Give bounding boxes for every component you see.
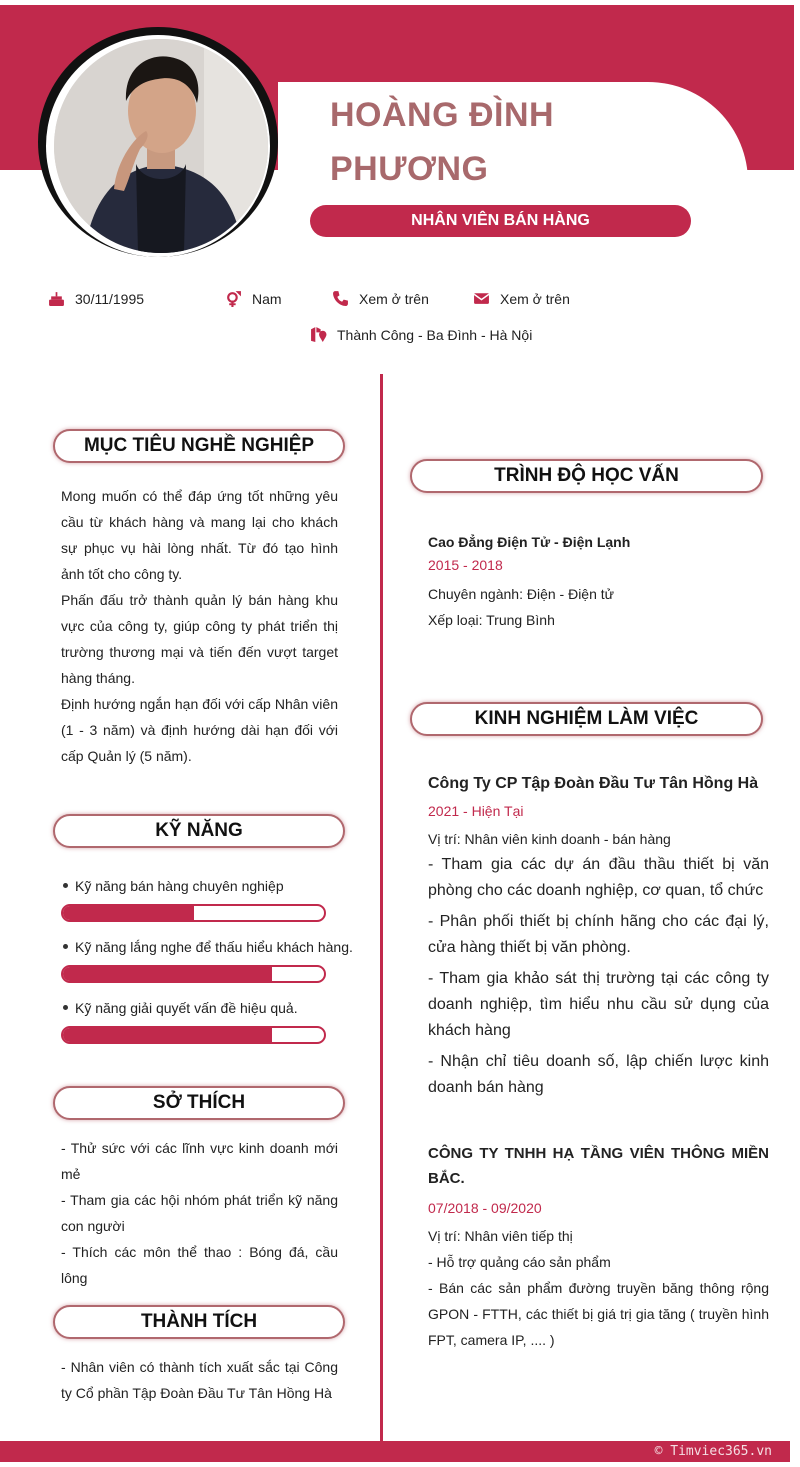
experience-heading: KINH NGHIỆM LÀM VIỆC (410, 702, 763, 736)
job-duty: - Nhận chỉ tiêu doanh số, lập chiến lược kinh doanh bán hàng (428, 1053, 769, 1096)
job-company: CÔNG TY TNHH HẠ TẦNG VIÊN THÔNG MIỀN BẮC. (428, 1145, 769, 1187)
job-title: NHÂN VIÊN BÁN HÀNG (310, 205, 691, 237)
footer-watermark: © Timviec365.vn (0, 1441, 790, 1462)
gender-icon (225, 290, 242, 307)
email-value: Xem ở trên (500, 290, 570, 307)
address-info (310, 326, 532, 343)
experience-job (428, 1141, 769, 1353)
education-major: Chuyên ngành: Điện - Điện tử (428, 586, 615, 602)
hobbies-body (61, 1135, 338, 1291)
job-duty: - Tham gia các dự án đầu thầu thiết bị văn phòng cho các doanh nghiệp, cơ quan, tổ chức (428, 856, 769, 899)
job-duty: - Tham gia khảo sát thị trường tại các công ty doanh nghiệp, tìm hiểu nhu cầu sử dụng của khách hàng (428, 970, 769, 1039)
objective-paragraph-2: Phấn đấu trở thành quản lý bán hàng khu vực của công ty, giúp công ty phát triển thị trường thương mại và tiến đến vượt target hàng tháng. (61, 592, 338, 686)
skill-label: Kỹ năng lắng nghe để thấu hiểu khách hàng. (75, 939, 353, 955)
skill-bar-fill (63, 906, 194, 920)
experience-job (428, 772, 769, 1101)
job-position: Vị trí: Nhân viên kinh doanh - bán hàng (428, 831, 671, 847)
email-info (473, 290, 570, 307)
cake-icon (48, 290, 65, 307)
hobbies-heading: SỞ THÍCH (53, 1086, 345, 1120)
job-duty: - Bán các sản phẩm đường truyền băng thông rộng GPON - FTTH, các thiết bị giá trị gia tăng ( truyền hình FPT, camera IP, .... ) (428, 1280, 769, 1348)
birthday-value: 30/11/1995 (75, 290, 145, 307)
phone-value: Xem ở trên (359, 290, 429, 307)
education-school: Cao Đẳng Điện Tử - Điện Lạnh (428, 534, 631, 550)
gender-info (225, 290, 282, 307)
hobby-line: - Tham gia các hội nhóm phát triển kỹ năng con người (61, 1192, 338, 1234)
bullet-icon (63, 883, 68, 888)
column-divider (380, 374, 383, 1442)
address-value: Thành Công - Ba Đình - Hà Nội (337, 326, 533, 343)
job-duty: - Phân phối thiết bị chính hãng cho các đại lý, cửa hàng thiết bị văn phòng. (428, 913, 769, 956)
achievement-line: - Nhân viên có thành tích xuất sắc tại Công ty Cổ phần Tập Đoàn Đầu Tư Tân Hồng Hà (61, 1359, 338, 1401)
skills-heading: KỸ NĂNG (53, 814, 345, 848)
avatar (54, 39, 268, 253)
education-period: 2015 - 2018 (428, 557, 503, 573)
objective-paragraph-1: Mong muốn có thể đáp ứng tốt những yêu cầu từ khách hàng và mang lại cho khách sự phục vụ hài lòng nhất. Từ đó tạo hình ảnh tốt cho công ty. (61, 488, 338, 582)
objective-body (61, 483, 338, 769)
phone-icon (332, 290, 349, 307)
phone-info (332, 290, 429, 307)
skill-bar-fill (63, 1028, 272, 1042)
skill-bar-fill (63, 967, 272, 981)
map-pin-icon (310, 326, 327, 343)
skill-label: Kỹ năng giải quyết vấn đề hiệu quả. (75, 1000, 298, 1016)
skill-item (63, 878, 284, 894)
job-duty: - Hỗ trợ quảng cáo sản phẩm (428, 1254, 611, 1270)
education-body (428, 533, 769, 633)
hobby-line: - Thử sức với các lĩnh vực kinh doanh mới mẻ (61, 1140, 338, 1182)
hobby-line: - Thích các môn thể thao : Bóng đá, cầu lông (61, 1244, 338, 1286)
avatar-image (54, 39, 268, 253)
skill-item (63, 1000, 298, 1016)
skill-bar (61, 904, 326, 922)
job-period: 07/2018 - 09/2020 (428, 1200, 542, 1216)
bullet-icon (63, 1005, 68, 1010)
job-company: Công Ty CP Tập Đoàn Đầu Tư Tân Hồng Hà (428, 775, 759, 792)
skill-item (63, 939, 353, 955)
education-heading: TRÌNH ĐỘ HỌC VẤN (410, 459, 763, 493)
name-line-2: PHƯƠNG (330, 150, 489, 188)
birthday-info (48, 290, 144, 307)
education-grade: Xếp loại: Trung Bình (428, 612, 555, 628)
name-line-1: HOÀNG ĐÌNH (330, 96, 555, 134)
achievements-heading: THÀNH TÍCH (53, 1305, 345, 1339)
bullet-icon (63, 944, 68, 949)
candidate-name (330, 88, 660, 196)
skill-bar (61, 965, 326, 983)
skill-label: Kỹ năng bán hàng chuyên nghiệp (75, 878, 284, 894)
job-position: Vị trí: Nhân viên tiếp thị (428, 1228, 573, 1244)
email-icon (473, 290, 490, 307)
objective-heading: MỤC TIÊU NGHỀ NGHIỆP (53, 429, 345, 463)
job-period: 2021 - Hiện Tại (428, 803, 524, 819)
gender-value: Nam (252, 290, 282, 307)
achievements-body (61, 1354, 338, 1406)
objective-paragraph-3: Định hướng ngắn hạn đối với cấp Nhân viên (1 - 3 năm) và định hướng dài hạn đối với cấp Quản lý (5 năm). (61, 696, 338, 764)
skill-bar (61, 1026, 326, 1044)
